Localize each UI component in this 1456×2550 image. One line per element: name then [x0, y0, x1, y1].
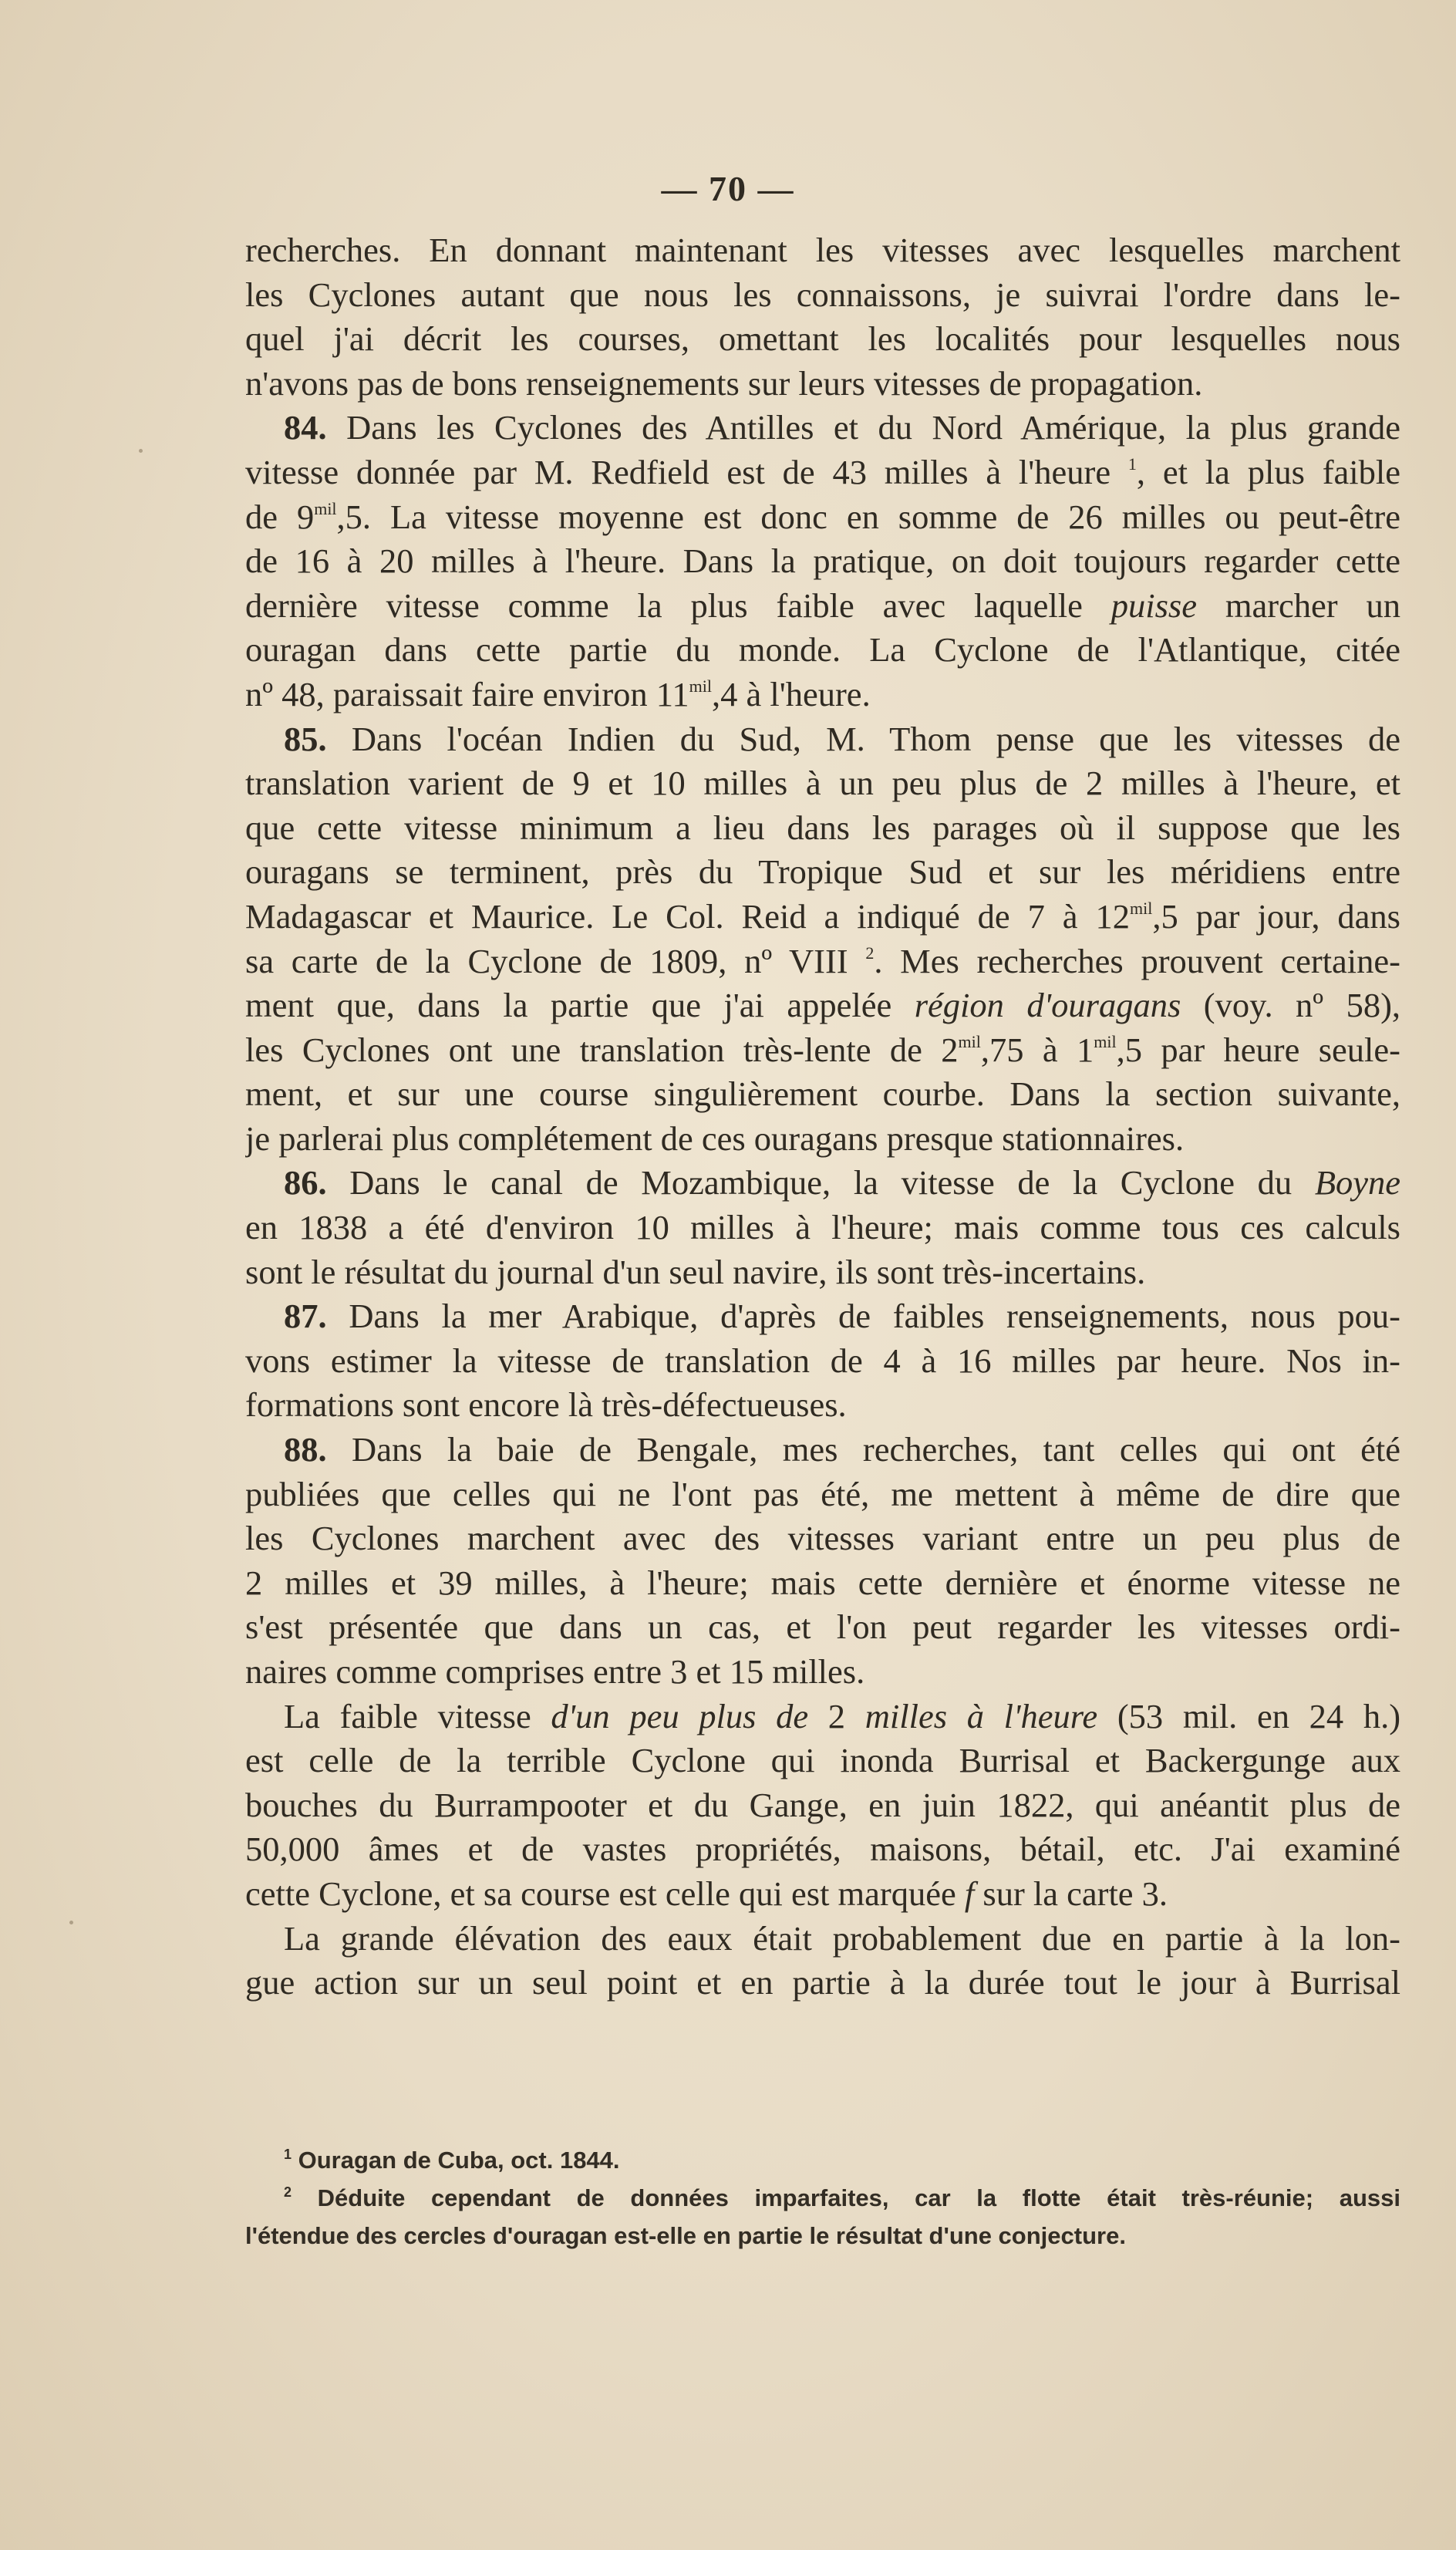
- text-run: ,5 par heure seule-: [1116, 1030, 1400, 1069]
- superscript: mil: [314, 498, 337, 518]
- text-run: formations sont encore là très-défectueuses.: [245, 1385, 847, 1425]
- text-run: dernière vitesse comme la plus faible avec laquelle: [245, 585, 1111, 625]
- section-number: 85.: [284, 719, 327, 758]
- text-line: [245, 717, 1400, 762]
- section-number: 87.: [284, 1297, 327, 1336]
- text-line: [245, 1250, 1400, 1295]
- section-number: 88.: [284, 1430, 327, 1469]
- footnote: [245, 2179, 1400, 2217]
- paper-speck: [69, 1921, 73, 1924]
- text-run: de 16 à 20 milles à l'heure. Dans la pratique, on doit toujours regarder cette: [245, 541, 1400, 581]
- text-line: [245, 1650, 1400, 1695]
- text-run: ,75 à 1: [980, 1030, 1094, 1069]
- text-run: je parlerai plus complétement de ces ouragans presque stationnaires.: [245, 1118, 1185, 1158]
- text-run: sont le résultat du journal d'un seul navire, ils sont très-incertains.: [245, 1252, 1146, 1291]
- text-run: publiées que celles qui ne l'ont pas été, me mettent à même de dire que: [245, 1474, 1400, 1513]
- superscript: mil: [689, 676, 712, 696]
- footnotes: [245, 2141, 1400, 2255]
- text-run: vons estimer la vitesse de translation de 4 à 16 milles par heure. Nos in-: [245, 1341, 1400, 1380]
- text-line: [245, 450, 1400, 495]
- text-line: [245, 1072, 1400, 1117]
- text-run: La faible vitesse: [284, 1696, 551, 1735]
- section-number: 86.: [284, 1163, 327, 1202]
- text-run: en 1838 a été d'environ 10 milles à l'heure; mais comme tous ces calculs: [245, 1208, 1400, 1247]
- text-run: gue action sur un seul point et en partie à la durée tout le jour à Burrisal: [245, 1963, 1400, 2002]
- text-line: [245, 273, 1400, 318]
- text-run: n'avons pas de bons renseignements sur leurs vitesses de propagation.: [245, 363, 1203, 403]
- text-run: 50,000 âmes et de vastes propriétés, maisons, bétail, etc. J'ai examiné: [245, 1830, 1400, 1869]
- text-run: de 9: [245, 497, 315, 536]
- footnote: [245, 2141, 1400, 2179]
- text-line: [245, 362, 1400, 406]
- text-run: Dans l'océan Indien du Sud, M. Thom pense que les vitesses de: [326, 719, 1400, 758]
- text-run: Madagascar et Maurice. Le Col. Reid a indiqué de 7 à 12: [245, 896, 1131, 936]
- footnote-marker: 1: [284, 2147, 292, 2162]
- text-line: [245, 895, 1400, 939]
- paper-speck: [139, 449, 143, 453]
- text-line: [245, 1827, 1400, 1872]
- text-run: marcher un: [1197, 585, 1400, 625]
- text-run: , et la plus faible: [1136, 452, 1400, 491]
- superscript: mil: [1130, 898, 1153, 918]
- text-line: [245, 939, 1400, 984]
- text-run: les Cyclones autant que nous les connaissons, je suivrai l'ordre dans le-: [245, 275, 1400, 314]
- footnote-text: Déduite cependant de données imparfaites, car la flotte était très-réunie; aussi: [292, 2184, 1400, 2211]
- text-run: ouragan dans cette partie du monde. La Cyclone de l'Atlantique, citée: [245, 630, 1400, 670]
- text-line: [245, 1028, 1400, 1073]
- italic-text: milles à l'heure: [865, 1696, 1098, 1735]
- text-run: (voy. nº 58),: [1181, 986, 1400, 1025]
- text-run: Dans la baie de Bengale, mes recherches, tant celles qui ont été: [326, 1430, 1400, 1469]
- text-line: [245, 806, 1400, 851]
- text-run: naires comme comprises entre 3 et 15 milles.: [245, 1652, 865, 1691]
- italic-text: Boyne: [1314, 1163, 1400, 1202]
- superscript: 2: [865, 943, 875, 963]
- text-run: ouragans se terminent, près du Tropique Sud et sur les méridiens entre: [245, 852, 1400, 892]
- text-line: [245, 1783, 1400, 1828]
- text-line: [245, 1428, 1400, 1472]
- text-line: [245, 761, 1400, 806]
- text-run: 2 milles et 39 milles, à l'heure; mais cette dernière et énorme vitesse ne: [245, 1563, 1400, 1602]
- text-run: cette Cyclone, et sa course est celle qui est marquée: [245, 1874, 965, 1913]
- text-run: que cette vitesse minimum a lieu dans les parages où il suppose que les: [245, 808, 1400, 847]
- italic-text: f: [964, 1874, 975, 1913]
- italic-text: région d'ouragans: [914, 986, 1181, 1025]
- text-run: s'est présentée que dans un cas, et l'on peut regarder les vitesses ordi-: [245, 1607, 1400, 1647]
- text-run: Dans la mer Arabique, d'après de faibles renseignements, nous pou-: [326, 1297, 1400, 1336]
- page-number: — 70 —: [661, 169, 795, 208]
- text-line: [245, 584, 1400, 629]
- text-run: ,4 à l'heure.: [711, 674, 871, 713]
- superscript: 1: [1127, 454, 1137, 474]
- text-line: [245, 1383, 1400, 1428]
- italic-text: puisse: [1111, 585, 1197, 625]
- text-line: [245, 228, 1400, 273]
- text-run: Dans les Cyclones des Antilles et du Nord Amérique, la plus grande: [326, 408, 1400, 447]
- text-line: [245, 317, 1400, 362]
- footnote-text: Ouragan de Cuba, oct. 1844.: [292, 2147, 620, 2174]
- text-run: ,5 par jour, dans: [1152, 896, 1400, 936]
- text-run: La grande élévation des eaux était probablement due en partie à la lon-: [284, 1918, 1400, 1958]
- text-line: [245, 1739, 1400, 1783]
- text-line: [245, 850, 1400, 895]
- body-text: [245, 228, 1400, 2005]
- text-run: translation varient de 9 et 10 milles à un peu plus de 2 milles à l'heure, et: [245, 764, 1400, 803]
- text-line: [245, 1161, 1400, 1206]
- footnote-continuation: l'étendue des cercles d'ouragan est-elle en partie le résultat d'une conjecture.: [245, 2222, 1126, 2249]
- text-line: [245, 1294, 1400, 1339]
- footnote-marker: 2: [284, 2184, 292, 2200]
- text-line: [245, 1206, 1400, 1250]
- text-run: . Mes recherches prouvent certaine-: [874, 941, 1400, 980]
- text-line: [245, 406, 1400, 450]
- superscript: mil: [958, 1031, 981, 1051]
- text-line: [245, 1605, 1400, 1650]
- text-run: les Cyclones ont une translation très-lente de 2: [245, 1030, 959, 1069]
- text-line: [245, 1472, 1400, 1517]
- text-line: [245, 1961, 1400, 2005]
- text-line: [245, 1561, 1400, 1606]
- text-line: [245, 495, 1400, 540]
- text-run: 2: [808, 1696, 865, 1735]
- text-run: ment, et sur une course singulièrement courbe. Dans la section suivante,: [245, 1074, 1400, 1114]
- section-number: 84.: [284, 408, 327, 447]
- text-line: [245, 673, 1400, 717]
- text-line: [245, 1917, 1400, 1961]
- text-run: est celle de la terrible Cyclone qui inonda Burrisal et Backergunge aux: [245, 1741, 1400, 1780]
- text-run: vitesse donnée par M. Redfield est de 43 milles à l'heure: [245, 452, 1128, 491]
- text-line: [245, 1516, 1400, 1561]
- text-line: [245, 539, 1400, 584]
- text-run: quel j'ai décrit les courses, omettant les localités pour lesquelles nous: [245, 319, 1400, 359]
- text-run: les Cyclones marchent avec des vitesses variant entre un peu plus de: [245, 1519, 1400, 1558]
- text-run: ment que, dans la partie que j'ai appelée: [245, 986, 915, 1025]
- text-line: [245, 1872, 1400, 1917]
- text-line: [245, 1695, 1400, 1739]
- text-run: recherches. En donnant maintenant les vitesses avec lesquelles marchent: [245, 231, 1400, 269]
- text-run: (53 mil. en 24 h.): [1097, 1696, 1400, 1735]
- text-run: bouches du Burrampooter et du Gange, en juin 1822, qui anéantit plus de: [245, 1785, 1400, 1824]
- text-run: sa carte de la Cyclone de 1809, nº VIII: [245, 941, 866, 980]
- text-run: ,5. La vitesse moyenne est donc en somme de 26 milles ou peut-être: [336, 497, 1400, 536]
- text-run: sur la carte 3.: [974, 1874, 1168, 1913]
- text-line: [245, 1339, 1400, 1384]
- text-run: nº 48, paraissait faire environ 11: [245, 674, 689, 713]
- text-line: [245, 983, 1400, 1028]
- text-run: Dans le canal de Mozambique, la vitesse de la Cyclone du: [326, 1163, 1315, 1202]
- text-line: [245, 1117, 1400, 1162]
- superscript: mil: [1094, 1031, 1117, 1051]
- italic-text: d'un peu plus de: [551, 1696, 809, 1735]
- text-line: [245, 628, 1400, 673]
